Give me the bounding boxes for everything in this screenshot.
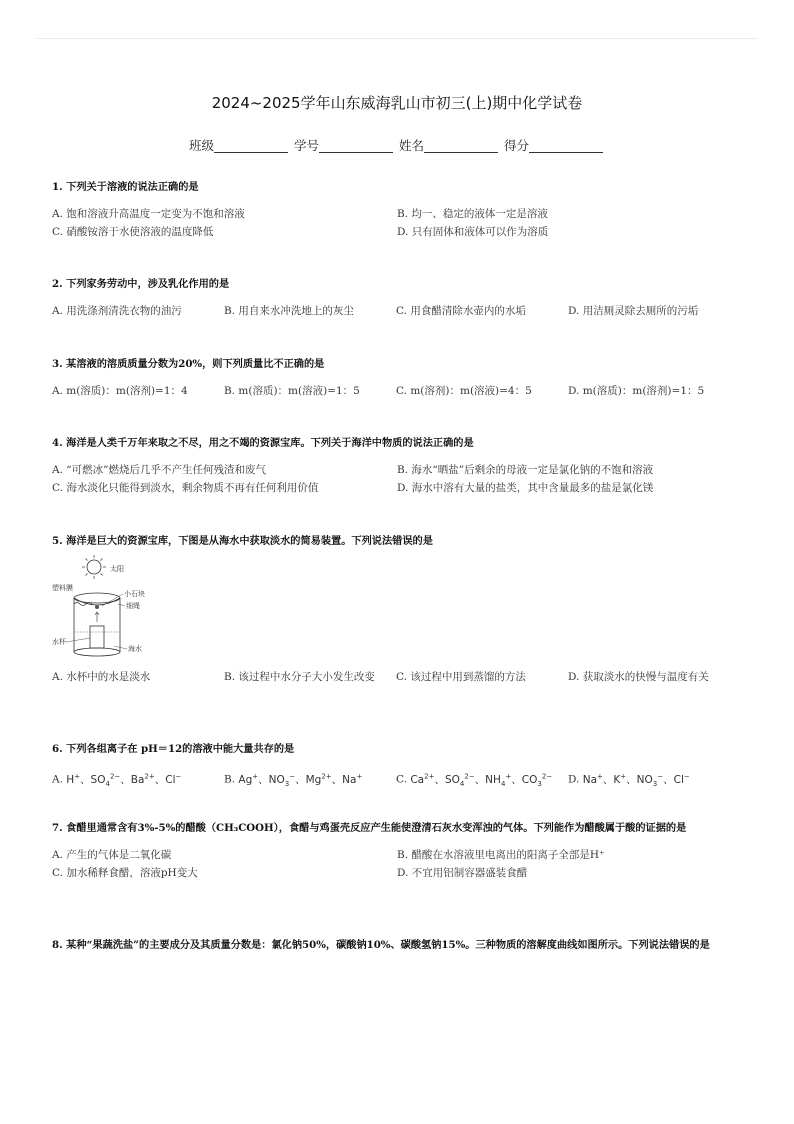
distillation-apparatus-figure (52, 554, 162, 660)
option-a[interactable]: A. H+、$SO_4^{2-}$、$Ba^{2+}$、Cl− (52, 772, 182, 788)
option-b[interactable]: B. 均一、稳定的液体一定是溶液 (397, 208, 548, 220)
option-d[interactable]: D. 只有固体和液体可以作为溶质 (397, 226, 549, 238)
question-options (52, 302, 742, 320)
header-rule (36, 38, 758, 39)
question-stem: 1. 下列关于溶液的说法正确的是 (52, 181, 199, 193)
option-a[interactable]: A. m(溶质)：m(溶剂)=1：4 (52, 385, 188, 397)
question-stem: 4. 海洋是人类千万年来取之不尽，用之不竭的资源宝库。下列关于海洋中物质的说法正确的是 (52, 437, 474, 449)
question-stem: 7. 食醋里通常含有3%-5%的醋酸（CH₃COOH），食醋与鸡蛋壳反应产生能使澄清石灰水变浑浊的气体。下列能作为醋酸属于酸的证据的是 (52, 822, 687, 834)
rope-label: 细绳 (126, 602, 140, 610)
option-c[interactable]: C. $Ca^{2+}$、$SO_4^{2-}$、$NH_4^+$、$CO_3^{2-}$ (396, 772, 553, 788)
question-7 (52, 819, 742, 882)
option-a[interactable]: A. 水杯中的水是淡水 (52, 671, 151, 683)
sun-label: 太阳 (110, 565, 124, 573)
cup-icon (90, 626, 104, 648)
cup-label: 水杯 (52, 638, 66, 646)
option-d[interactable]: D. 不宜用铝制容器盛装食醋 (397, 867, 528, 879)
option-b[interactable]: B. 该过程中水分子大小发生改变 (224, 671, 375, 683)
question-1 (52, 178, 742, 241)
stone-label: 小石块 (124, 590, 145, 598)
option-c[interactable]: C. 用食醋清除水壶内的水垢 (396, 305, 526, 317)
option-d[interactable]: D. 用洁厕灵除去厕所的污垢 (568, 305, 699, 317)
question-stem: 5. 海洋是巨大的资源宝库，下图是从海水中获取淡水的简易装置。下列说法错误的是 (52, 535, 433, 547)
question-6 (52, 740, 742, 793)
option-a[interactable]: A. 用洗涤剂清洗衣物的油污 (52, 305, 182, 317)
option-b[interactable]: B. 用自来水冲洗地上的灰尘 (224, 305, 354, 317)
option-a[interactable]: A. 产生的气体是二氧化碳 (52, 849, 172, 861)
seawater-label: 海水 (128, 645, 142, 653)
option-a[interactable]: A. “可燃冰”燃烧后几乎不产生任何残渣和废气 (52, 464, 266, 476)
option-d[interactable]: D. 获取淡水的快慢与温度有关 (568, 671, 709, 683)
question-stem: 6. 下列各组离子在 pH＝12的溶液中能大量共存的是 (52, 743, 295, 755)
question-options (52, 846, 742, 882)
option-b[interactable]: B. Ag+、$NO_3^-$、$Mg^{2+}$、Na+ (224, 772, 363, 788)
question-options (52, 767, 742, 793)
score-label: 得分 (503, 138, 529, 153)
question-2 (52, 275, 742, 320)
question-4 (52, 434, 742, 497)
question-stem: 8. 某种“果蔬洗盐”的主要成分及其质量分数是：氯化钠50%，碳酸钠10%、碳酸氢钠15%。三种物质的溶解度曲线如图所示。下列说法错误的是 (52, 939, 710, 951)
option-c[interactable]: C. m(溶剂)：m(溶液)=4：5 (396, 385, 532, 397)
sun-icon (82, 555, 106, 579)
question-options (52, 205, 742, 241)
option-c[interactable]: C. 硝酸铵溶于水使溶液的温度降低 (52, 226, 214, 238)
question-stem: 2. 下列家务劳动中，涉及乳化作用的是 (52, 278, 230, 290)
stone-icon (95, 605, 99, 609)
class-label: 班级 (188, 138, 214, 153)
name-label: 姓名 (398, 138, 424, 153)
question-5 (52, 532, 742, 551)
option-b[interactable]: B. 海水“晒盐”后剩余的母液一定是氯化钠的不饱和溶液 (397, 464, 654, 476)
student-id-label: 学号 (293, 138, 319, 153)
score-blank[interactable] (529, 138, 603, 153)
option-c[interactable]: C. 海水淡化只能得到淡水，剩余物质不再有任何利用价值 (52, 482, 319, 494)
question-8 (52, 936, 742, 955)
option-d[interactable]: D. Na+、K+、$NO_3^-$、Cl− (568, 772, 690, 788)
option-c[interactable]: C. 该过程中用到蒸馏的方法 (396, 671, 526, 683)
page-title: 2024~2025学年山东威海乳山市初三(上)期中化学试卷 (211, 94, 583, 112)
question-5-options (52, 668, 742, 686)
name-blank[interactable] (424, 138, 498, 153)
question-3 (52, 355, 742, 400)
student-id-blank[interactable] (319, 138, 393, 153)
option-b[interactable]: B. 醋酸在水溶液里电离出的阳离子全部是H⁺ (397, 849, 605, 861)
class-blank[interactable] (214, 138, 288, 153)
option-d[interactable]: D. 海水中溶有大量的盐类，其中含量最多的盐是氯化镁 (397, 482, 654, 494)
option-a[interactable]: A. 饱和溶液升高温度一定变为不饱和溶液 (52, 208, 245, 220)
film-label: 塑料膜 (52, 584, 73, 592)
option-d[interactable]: D. m(溶质)：m(溶剂)=1：5 (568, 385, 705, 397)
option-c[interactable]: C. 加水稀释食醋，溶液pH变大 (52, 867, 198, 879)
student-info-line (0, 136, 794, 154)
question-options (52, 461, 742, 497)
question-stem: 3. 某溶液的溶质质量分数为20%，则下列质量比不正确的是 (52, 358, 325, 370)
option-b[interactable]: B. m(溶质)：m(溶液)=1：5 (224, 385, 360, 397)
question-options (52, 382, 742, 400)
